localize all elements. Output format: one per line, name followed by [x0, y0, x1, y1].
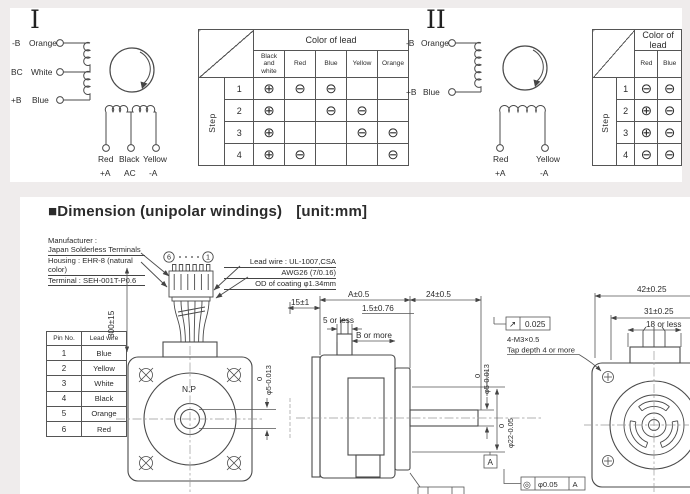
pin-number-1: 1 [206, 252, 210, 262]
lead-color: Blue [423, 87, 440, 97]
terminal-tag: +A [100, 168, 111, 178]
polarity-cell [285, 100, 316, 122]
polarity-cell: ⊖ [658, 100, 682, 122]
boss-tol-upper: 0 [497, 423, 506, 428]
diagram-1-numeral: I [30, 5, 40, 34]
step-number: 4 [616, 144, 635, 166]
polarity-cell: ⊖ [378, 144, 409, 166]
pin-number: 1 [47, 346, 82, 361]
concentricity-tolerance: φ0.05 [538, 480, 558, 489]
unit-label: [unit:mm] [296, 203, 368, 220]
lead-color: Red [493, 154, 509, 164]
polarity-cell: ⊕ [254, 100, 285, 122]
step-number: 3 [225, 122, 254, 144]
manufacturer-line: Terminal : SEH-001T-P0.6 [48, 276, 145, 286]
tap-spec: 4-M3×0.5 [507, 335, 540, 344]
color-of-lead-header: Color of lead [635, 30, 682, 51]
step-number: 1 [225, 78, 254, 100]
dim-shaft-length: 24±0.5 [426, 290, 451, 299]
dimension-panel [20, 197, 690, 494]
terminal-tag: -B [406, 38, 415, 48]
dim-18: 18 or less [646, 320, 682, 329]
concentricity-symbol-icon: ◎ [523, 479, 531, 490]
dim-offset: 15±1 [291, 298, 310, 307]
polarity-cell [285, 122, 316, 144]
lead-color: Black [119, 154, 140, 164]
polarity-cell [316, 144, 347, 166]
manufacturer-note [48, 236, 145, 286]
pin-number: 2 [47, 361, 82, 376]
table-corner-diagonal [199, 30, 254, 78]
runout-value: 0.025 [525, 320, 546, 329]
polarity-cell: ⊖ [347, 122, 378, 144]
polarity-cell: ⊖ [316, 78, 347, 100]
pin-number: 3 [47, 376, 82, 391]
step-number: 3 [616, 122, 635, 144]
pin-lead-color: Orange [82, 406, 127, 421]
polarity-cell: ⊖ [635, 78, 658, 100]
dim-1-5: 1.5±0.76 [362, 304, 394, 313]
step-number: 2 [225, 100, 254, 122]
terminal-tag: +B [406, 87, 417, 97]
terminal-tag: +A [495, 168, 506, 178]
polarity-cell [347, 144, 378, 166]
shaft-diameter: φ5-0.013 [482, 364, 491, 394]
pin-lead-color: White [82, 376, 127, 391]
wiring-diagrams-panel [10, 8, 682, 182]
section-title-text: ■Dimension (unipolar windings) [48, 203, 283, 220]
terminal-tag: BC [11, 67, 23, 77]
lead-color-column-header: Blue [658, 51, 682, 78]
lead-wire-line: OD of coating φ1.34mm [224, 279, 336, 290]
lead-color-column-header: Black and white [254, 51, 285, 78]
pin-lead-color: Red [82, 421, 127, 436]
pin-table-header: Lead wire [82, 332, 127, 346]
lead-color: Yellow [536, 154, 560, 164]
terminal-tag: -A [149, 168, 158, 178]
shaft-tol-upper-front: 0 [255, 376, 264, 381]
lead-color: Orange [421, 38, 449, 48]
datum-a-label: A [487, 458, 493, 467]
lead-color: Yellow [143, 154, 167, 164]
polarity-cell [316, 122, 347, 144]
pin-table-row [47, 391, 127, 406]
pin-table-row [47, 421, 127, 436]
nameplate-label: N.P [182, 384, 196, 394]
section-title [48, 203, 367, 220]
lead-wire-note [224, 257, 336, 290]
dim-42: 42±0.25 [637, 285, 667, 294]
step-axis-label: Step [593, 78, 617, 166]
pin-table-row [47, 346, 127, 361]
pin-table-row [47, 376, 127, 391]
step-axis-label: Step [199, 78, 225, 166]
table-corner-diagonal [593, 30, 635, 78]
dim-31: 31±0.25 [644, 307, 674, 316]
lead-color-column-header: Red [635, 51, 658, 78]
lead-color: Orange [29, 38, 57, 48]
step-number: 1 [616, 78, 635, 100]
polarity-cell: ⊖ [658, 122, 682, 144]
pin-lead-color: Blue [82, 346, 127, 361]
pin-lead-color: Yellow [82, 361, 127, 376]
pin-table-row [47, 406, 127, 421]
polarity-cell: ⊖ [285, 78, 316, 100]
manufacturer-line: Housing : EHR-8 (natural color) [48, 256, 145, 276]
pin-lead-color: Black [82, 391, 127, 406]
pin-table-header: Pin No. [47, 332, 82, 346]
pin-number-6: 6 [167, 252, 171, 262]
pin-number: 6 [47, 421, 82, 436]
dim-b-or-more: B or more [356, 331, 392, 340]
polarity-cell: ⊕ [254, 144, 285, 166]
boss-diameter: φ22-0.05 [506, 418, 515, 448]
concentricity-datum: A [572, 480, 578, 489]
pin-table-row [47, 361, 127, 376]
terminal-tag: +B [11, 95, 22, 105]
dim-wire-length: 300±15 [107, 310, 116, 338]
dim-length-a: A±0.5 [348, 290, 370, 299]
polarity-cell: ⊖ [378, 122, 409, 144]
lead-color-column-header: Red [285, 51, 316, 78]
pin-assignment-table [46, 331, 127, 437]
color-of-lead-header: Color of lead [254, 30, 409, 51]
lead-color-column-header: Yellow [347, 51, 378, 78]
polarity-cell [347, 78, 378, 100]
lead-color: Red [98, 154, 114, 164]
polarity-cell [378, 100, 409, 122]
shaft-tol-upper: 0 [473, 373, 482, 378]
polarity-cell: ⊕ [254, 78, 285, 100]
dim-5-or-less: 5 or less [323, 316, 354, 325]
polarity-cell: ⊖ [658, 78, 682, 100]
lead-color-column-header: Orange [378, 51, 409, 78]
polarity-cell: ⊕ [635, 100, 658, 122]
lead-wire-line: Lead wire : UL-1007,CSA [224, 257, 336, 268]
diagram-2-numeral: II [426, 5, 446, 34]
step-table-winding-2 [592, 29, 682, 166]
step-number: 4 [225, 144, 254, 166]
pin-number: 4 [47, 391, 82, 406]
polarity-cell: ⊖ [658, 144, 682, 166]
polarity-cell: ⊖ [347, 100, 378, 122]
manufacturer-line: Manufacturer : [48, 236, 97, 245]
runout-symbol-icon: ↗ [509, 319, 517, 329]
lead-wire-line: AWG26 (7/0.16) [224, 268, 336, 279]
lead-color: Blue [32, 95, 49, 105]
lead-color: White [31, 67, 53, 77]
polarity-cell: ⊖ [316, 100, 347, 122]
manufacturer-line: Japan Solderless Terminals [48, 245, 145, 255]
terminal-tag: AC [124, 168, 136, 178]
pin-number: 5 [47, 406, 82, 421]
polarity-cell: ⊖ [635, 144, 658, 166]
shaft-diameter-front: φ5-0.013 [264, 365, 273, 395]
step-table-winding-1 [198, 29, 409, 166]
polarity-cell: ⊕ [635, 122, 658, 144]
terminal-tag: -B [12, 38, 21, 48]
step-number: 2 [616, 100, 635, 122]
tap-depth-note: Tap depth 4 or more [507, 345, 575, 355]
lead-color-column-header: Blue [316, 51, 347, 78]
polarity-cell [378, 78, 409, 100]
terminal-tag: -A [540, 168, 549, 178]
polarity-cell: ⊖ [285, 144, 316, 166]
polarity-cell: ⊕ [254, 122, 285, 144]
